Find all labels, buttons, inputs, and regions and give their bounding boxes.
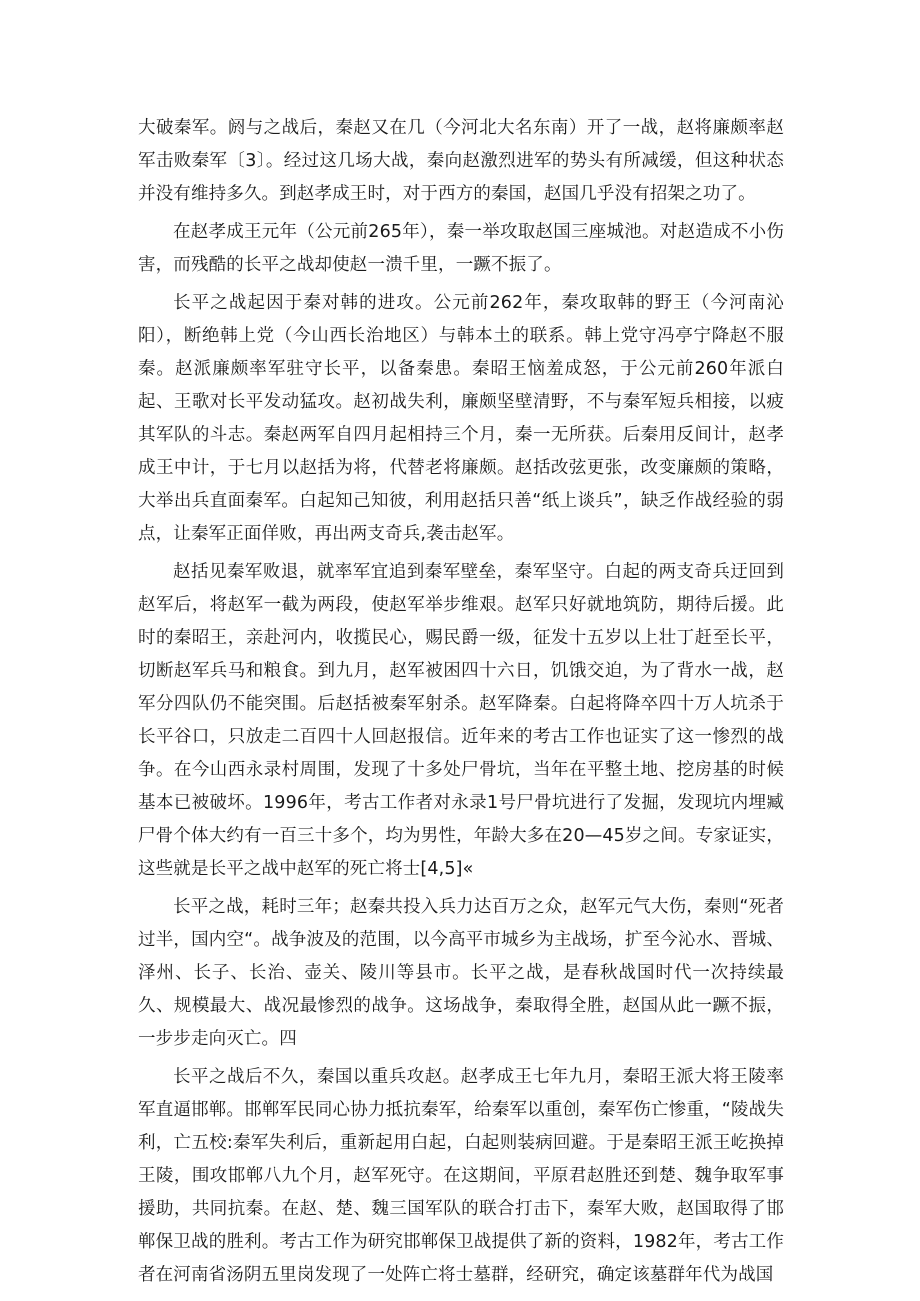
paragraph: 长平之战起因于秦对韩的进攻。公元前262年，秦攻取韩的野王（今河南沁阳），断绝韩上党（今山西长治地区）与韩本土的联系。韩上党守冯亭宁降赵不服秦。赵派廉颇率军驻守长平，以备秦患。秦昭王恼羞成怒，于公元前260年派白起、王歌对长平发动猛攻。赵初战失利，廉颇坚壁清野，不与秦军短兵相接，以疲其军队的斗志。秦赵两军自四月起相持三个月，秦一无所获。后秦用反间计，赵孝成王中计，于七月以赵括为将，代替老将廉颇。赵括改弦更张，改变廉颇的策略，大举出兵直面秦军。白起知己知彼，利用赵括只善“纸上谈兵”，缺乏作战经验的弱点，让秦军正面佯败，再出两支奇兵,袭击赵军。: [138, 293, 784, 544]
paragraph: 长平之战后不久，秦国以重兵攻赵。赵孝成王七年九月，秦昭王派大将王陵率军直逼邯郸。邯郸军民同心协力抵抗秦军，给秦军以重创，秦军伤亡惨重，“陵战失利，亡五校:秦军失利后，重新起用白起，白起则装病回避。于是秦昭王派王屹换掉王陵，围攻邯郸八九个月，赵军死守。在这期间，平原君赵胜还到楚、魏争取军事援助，共同抗秦。在赵、楚、魏三国军队的联合打击下，秦军大败，赵国取得了邯郸保卫战的胜利。考古工作为研究邯郸保卫战提供了新的资料，1982年，考古工作者在河南省汤阴五里岗发现了一处阵亡将士墓群，经研究，确定该墓群年代为战国: [138, 1067, 784, 1285]
paragraph: 赵括见秦军败退，就率军宜追到秦军壁垒，秦军坚守。白起的两支奇兵迂回到赵军后，将赵军一截为两段，使赵军举步维艰。赵军只好就地筑防，期待后援。此时的秦昭王，亲赴河内，收揽民心，赐民爵一级，征发十五岁以上壮丁赶至长平，切断赵军兵马和粮食。到九月，赵军被困四十六日，饥饿交迫，为了背水一战，赵军分四队仍不能突围。后赵括被秦军射杀。赵军降秦。白起将降卒四十万人坑杀于长平谷口，只放走二百四十人回赵报信。近年来的考古工作也证实了这一惨烈的战争。在今山西永录村周围，发现了十多处尸骨坑，当年在平整土地、挖房基的时候基本已被破坏。1996年，考古工作者对永录1号尸骨坑进行了发掘，发现坑内埋臧尸骨个体大约有一百三十多个，均为男性，年龄大多在20—45岁之间。专家证实，这些就是长平之战中赵军的死亡将士[4,5]«: [138, 562, 784, 879]
paragraph: 在赵孝成王元年（公元前265年），秦一举攻取赵国三座城池。对赵造成不小伤害，而残酷的长平之战却使赵一溃千里，一蹶不振了。: [138, 222, 784, 275]
paragraph: 长平之战，耗时三年；赵秦共投入兵力达百万之众，赵军元气大伤，秦则“死者过半，国内空“。战争波及的范围，以今高平市城乡为主战场，扩至今沁水、晋城、泽州、长子、长治、壶关、陵川等县市。长平之战，是春秋战国时代一次持续最久、规模最大、战况最惨烈的战争。这场战争，秦取得全胜，赵国从此一蹶不振，一步步走向灭亡。四: [138, 897, 784, 1049]
body-text: [138, 112, 784, 1297]
paragraph: 大破秦军。阏与之战后，秦赵又在几（今河北大名东南）开了一战，赵将廉颇率赵军击败秦军〔3〕。经过这几场大战，秦向赵激烈进军的势头有所减缓，但这种状态并没有维持多久。到赵孝成王时，对于西方的秦国，赵国几乎没有招架之功了。: [138, 118, 784, 204]
